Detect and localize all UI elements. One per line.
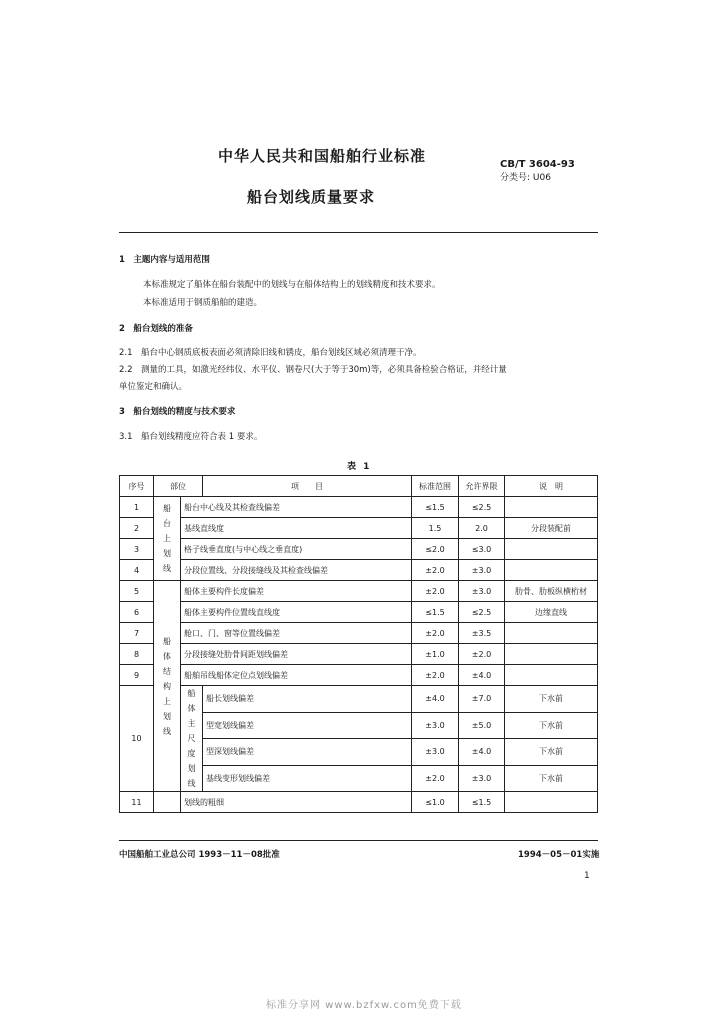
row-item: 分段接缝处肋骨间距划线偏差 bbox=[181, 644, 412, 665]
row-item: 基线直线度 bbox=[181, 518, 412, 539]
row-standard: ±2.0 bbox=[412, 765, 459, 792]
row-item: 划线的粗细 bbox=[181, 792, 412, 813]
row-standard: ≤1.0 bbox=[412, 792, 459, 813]
group-label: 船体结构上划线 bbox=[163, 636, 171, 736]
table-row bbox=[120, 623, 598, 644]
document-title: 船台划线质量要求 bbox=[247, 188, 376, 206]
row-standard: ≤1.5 bbox=[412, 602, 459, 623]
row-standard: ±2.0 bbox=[412, 665, 459, 686]
section-1-paragraph-2: 本标准适用于钢质船舶的建造。 bbox=[143, 298, 263, 308]
row-item: 基线变形划线偏差 bbox=[203, 765, 412, 792]
row-item: 舱口、门、窗等位置线偏差 bbox=[181, 623, 412, 644]
row-limit: ±3.0 bbox=[459, 560, 505, 581]
section-1-paragraph-1: 本标准规定了船体在船台装配中的划线与在船体结构上的划线精度和技术要求。 bbox=[143, 280, 441, 290]
row-note bbox=[505, 560, 598, 581]
row-limit: ≤2.5 bbox=[459, 602, 505, 623]
row-item: 型深划线偏差 bbox=[203, 739, 412, 766]
effective-date: 1994－05－01实施 bbox=[518, 850, 600, 860]
row-standard: ±4.0 bbox=[412, 686, 459, 713]
row-no: 2 bbox=[120, 518, 154, 539]
row-standard: 1.5 bbox=[412, 518, 459, 539]
row-limit: ≤1.5 bbox=[459, 792, 505, 813]
row-no: 1 bbox=[120, 497, 154, 518]
header-item: 项 目 bbox=[203, 476, 412, 497]
watermark-text: 标准分享网 www.bzfxw.com免费下载 bbox=[266, 1000, 462, 1011]
row-standard: ±3.0 bbox=[412, 712, 459, 739]
table-caption: 表 1 bbox=[347, 462, 372, 472]
table-row bbox=[120, 792, 598, 813]
row-note: 下水前 bbox=[505, 686, 598, 713]
table-row bbox=[120, 518, 598, 539]
group-label: 船体主尺度划线 bbox=[187, 689, 196, 788]
table-row bbox=[120, 644, 598, 665]
table-row bbox=[120, 560, 598, 581]
row-limit: 2.0 bbox=[459, 518, 505, 539]
row-part-empty bbox=[154, 792, 181, 813]
row-no: 5 bbox=[120, 581, 154, 602]
header-part: 部位 bbox=[154, 476, 203, 497]
header-limit: 允许界限 bbox=[459, 476, 505, 497]
row-no: 7 bbox=[120, 623, 154, 644]
row-note: 肋骨、肋板纵横桁材 bbox=[505, 581, 598, 602]
row-limit: ±3.0 bbox=[459, 765, 505, 792]
row-item: 型宽划线偏差 bbox=[203, 712, 412, 739]
header-no: 序号 bbox=[120, 476, 154, 497]
header-note: 说 明 bbox=[505, 476, 598, 497]
row-standard: ≤2.0 bbox=[412, 539, 459, 560]
row-item: 船体主要构件长度偏差 bbox=[181, 581, 412, 602]
header-rule bbox=[119, 232, 598, 233]
standard-code: CB/T 3604-93 bbox=[500, 159, 575, 170]
section-2-title: 2 船台划线的准备 bbox=[119, 324, 193, 334]
row-limit: ±7.0 bbox=[459, 686, 505, 713]
row-limit: ≤3.0 bbox=[459, 539, 505, 560]
org-title: 中华人民共和国船舶行业标准 bbox=[218, 147, 427, 165]
table-row bbox=[120, 497, 598, 518]
row-standard: ±1.0 bbox=[412, 644, 459, 665]
row-standard: ≤1.5 bbox=[412, 497, 459, 518]
row-item: 分段位置线、分段接缝线及其检查线偏差 bbox=[181, 560, 412, 581]
table-row bbox=[120, 581, 598, 602]
clause-2-1: 2.1 船台中心钢质底板表面必须清除旧线和锈皮，船台划线区域必须清理干净。 bbox=[119, 348, 422, 358]
table-row bbox=[120, 686, 598, 713]
approval-date: 中国船舶工业总公司 1993－11－08批准 bbox=[119, 850, 280, 860]
row-standard: ±2.0 bbox=[412, 623, 459, 644]
row-standard: ±2.0 bbox=[412, 581, 459, 602]
row-item: 格子线垂直度(与中心线之垂直度) bbox=[181, 539, 412, 560]
row-item: 船台中心线及其检查线偏差 bbox=[181, 497, 412, 518]
precision-table bbox=[119, 475, 598, 813]
row-limit: ±2.0 bbox=[459, 644, 505, 665]
row-limit: ≤2.5 bbox=[459, 497, 505, 518]
table-row bbox=[120, 539, 598, 560]
row-limit: ±3.0 bbox=[459, 581, 505, 602]
section-1-title: 1 主题内容与适用范围 bbox=[119, 255, 210, 265]
group-main-dimensions bbox=[181, 686, 203, 792]
row-no: 10 bbox=[120, 686, 154, 792]
row-no: 4 bbox=[120, 560, 154, 581]
row-note: 分段装配前 bbox=[505, 518, 598, 539]
table-header-row bbox=[120, 476, 598, 497]
row-no: 3 bbox=[120, 539, 154, 560]
clause-2-2: 2.2 测量的工具，如激光经纬仪、水平仪、钢卷尺(大于等于30m)等，必须具备检验合格证，并经计量 bbox=[119, 365, 507, 375]
row-no: 11 bbox=[120, 792, 154, 813]
row-no: 9 bbox=[120, 665, 154, 686]
page-number: 1 bbox=[584, 871, 590, 881]
row-limit: ±5.0 bbox=[459, 712, 505, 739]
group-slipway bbox=[154, 497, 181, 581]
row-standard: ±2.0 bbox=[412, 560, 459, 581]
row-note: 下水前 bbox=[505, 712, 598, 739]
row-note: 下水前 bbox=[505, 765, 598, 792]
row-note bbox=[505, 665, 598, 686]
row-no: 8 bbox=[120, 644, 154, 665]
row-limit: ±4.0 bbox=[459, 665, 505, 686]
table-row bbox=[120, 602, 598, 623]
group-label: 船台上划线 bbox=[163, 504, 171, 573]
row-note bbox=[505, 792, 598, 813]
footer-rule bbox=[119, 840, 598, 841]
row-item: 船长划线偏差 bbox=[203, 686, 412, 713]
clause-2-2-continued: 单位鉴定和确认。 bbox=[119, 382, 188, 392]
row-no: 6 bbox=[120, 602, 154, 623]
row-standard: ±3.0 bbox=[412, 739, 459, 766]
clause-3-1: 3.1 船台划线精度应符合表 1 要求。 bbox=[119, 432, 263, 442]
row-item: 船体主要构件位置线直线度 bbox=[181, 602, 412, 623]
group-hull-structure bbox=[154, 581, 181, 792]
section-3-title: 3 船台划线的精度与技术要求 bbox=[119, 407, 236, 417]
row-note bbox=[505, 623, 598, 644]
row-note: 边缘直线 bbox=[505, 602, 598, 623]
row-item: 船舶吊线船体定位点划线偏差 bbox=[181, 665, 412, 686]
row-limit: ±3.5 bbox=[459, 623, 505, 644]
classification-number: 分类号: U06 bbox=[500, 173, 551, 183]
row-note bbox=[505, 644, 598, 665]
header-standard: 标准范围 bbox=[412, 476, 459, 497]
row-note bbox=[505, 539, 598, 560]
table-row bbox=[120, 665, 598, 686]
row-limit: ±4.0 bbox=[459, 739, 505, 766]
row-note: 下水前 bbox=[505, 739, 598, 766]
row-note bbox=[505, 497, 598, 518]
